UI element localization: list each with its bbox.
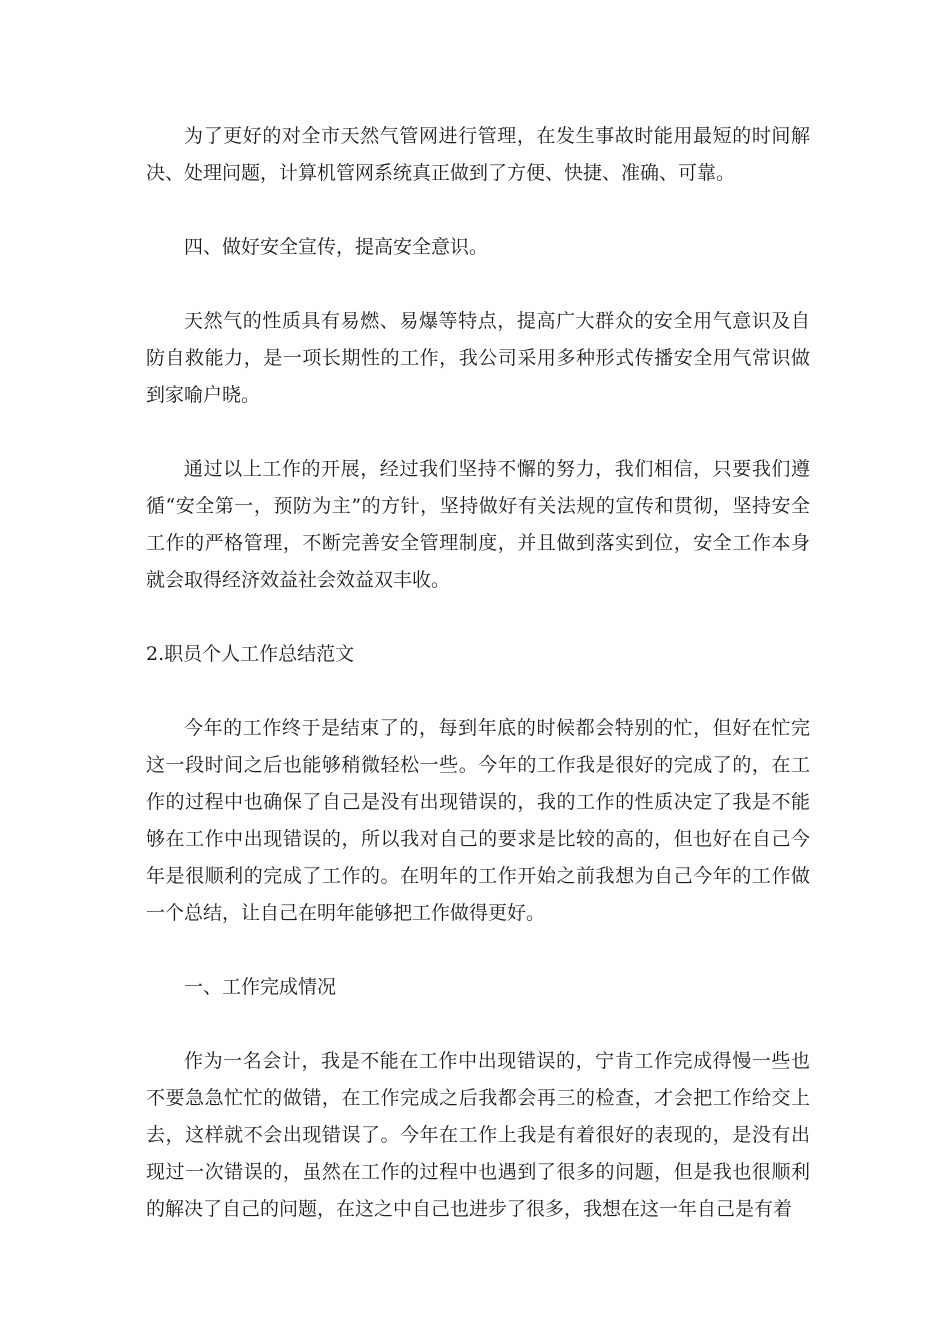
heading-safety-publicity: 四、做好安全宣传，提高安全意识。	[184, 236, 489, 258]
paragraph-gap	[146, 266, 810, 303]
paragraph-gas-properties: 天然气的性质具有易燃、易爆等特点，提高广大群众的安全用气意识及自防自救能力，是一项长期性的工作，我公司采用多种形式传播安全用气常识做到家喻户晓。	[146, 310, 810, 406]
paragraph-gap	[146, 192, 810, 229]
heading-work-completion: 一、工作完成情况	[184, 976, 337, 998]
paragraph-accountant-work: 作为一名会计，我是不能在工作中出现错误的，宁肯工作完成得慢一些也不要急急忙忙的做错，在工作完成之后我都会再三的检查，才会把工作给交上去，这样就不会出现错误了。今年在工作上我是有着很好的表现的，是没有出现过一次错误的，虽然在工作的过程中也遇到了很多的问题，但是我也很顺利的解决了自己的问题，在这之中自己也进步了很多，我想在这一年自己是有着	[146, 1050, 810, 1220]
paragraph-year-summary: 今年的工作终于是结束了的，每到年底的时候都会特别的忙，但好在忙完这一段时间之后也能够稍微轻松一些。今年的工作我是很好的完成了的，在工作的过程中也确保了自己是没有出现错误的，我的工作的性质决定了我是不能够在工作中出现错误的，所以我对自己的要求是比较的高的，但也好在自己今年是很顺利的完成了工作的。在明年的工作开始之前我想为自己今年的工作做一个总结，让自己在明年能够把工作做得更好。	[146, 717, 810, 924]
paragraph-pipeline-management: 为了更好的对全市天然气管网进行管理，在发生事故时能用最短的时间解决、处理问题，计算机管网系统真正做到了方便、快捷、准确、可靠。	[146, 125, 810, 184]
paragraph-conclusion: 通过以上工作的开展，经过我们坚持不懈的努力，我们相信，只要我们遵循“安全第一，预防为主”的方针，坚持做好有关法规的宣传和贯彻，坚持安全工作的严格管理，不断完善安全管理制度，并且做到落实到位，安全工作本身就会取得经济效益社会效益双丰收。	[146, 458, 810, 591]
section-title: 2.职员个人工作总结范文	[146, 643, 355, 665]
paragraph-gap	[146, 414, 810, 451]
paragraph-gap	[146, 932, 810, 969]
paragraph-gap	[146, 599, 810, 636]
paragraph-gap	[146, 673, 810, 710]
paragraph-gap	[146, 1006, 810, 1043]
document-page	[146, 118, 810, 1228]
